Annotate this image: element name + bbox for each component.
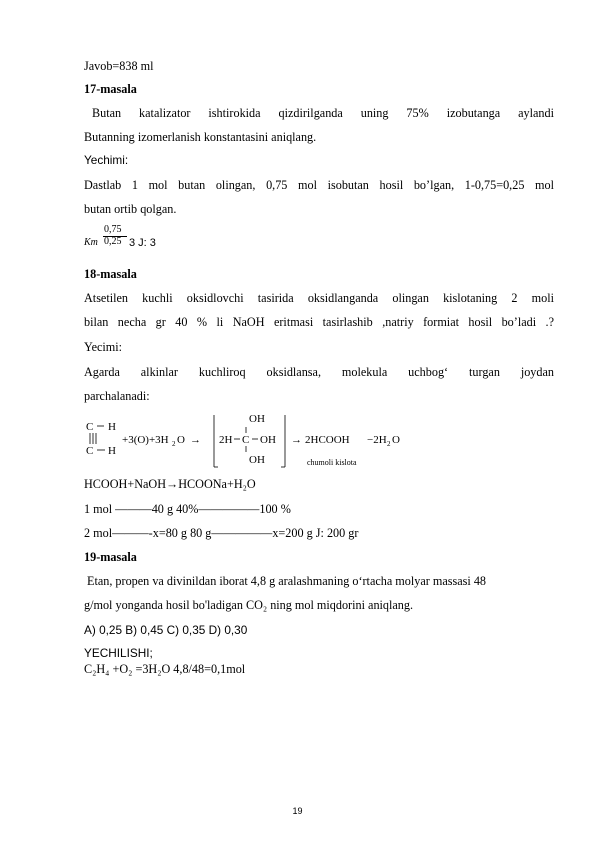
- km-label: Km: [84, 237, 98, 248]
- scheme-c-top: C: [86, 421, 94, 433]
- scheme-oh-top: OH: [249, 413, 265, 425]
- problem-18-heading: 18-masala: [84, 267, 137, 281]
- scheme-h-bottom: H: [108, 445, 116, 457]
- scheme-product: 2HCOOH: [305, 434, 350, 446]
- solution-18-text-line2: parchalanadi:: [84, 389, 150, 403]
- km-answer: 3 J: 3: [129, 237, 156, 249]
- problem-17-heading: 17-masala: [84, 82, 137, 96]
- scheme-h-top: H: [108, 421, 116, 433]
- scheme-reagents: +3(O)+3H: [122, 434, 169, 446]
- problem-19-text-line1: Etan, propen va divinildan iborat 4,8 g aralashmaning o‘rtacha molyar massasi 48: [87, 574, 487, 588]
- equilibrium-constant-formula: [84, 219, 554, 251]
- problem-17-text-line2: Butanning izomerlanish konstantasini aniqlang.: [84, 130, 317, 144]
- oxidation-reaction-scheme: [84, 410, 424, 472]
- scheme-arrow-2: →: [291, 434, 302, 446]
- problem-19-text-line2: g/mol yonganda hosil bo'ladigan CO₂ ning mol miqdorini aniqlang.: [84, 598, 414, 612]
- solution-text-line1: Dastlab 1 mol butan olingan, 0,75 mol isobutan hosil bo’lgan, 1-0,75=0,25 mol: [84, 178, 554, 192]
- solution-18-text-line1: Agarda alkinlar kuchliroq oksidlansa, molekula uchbog‘ turgan joydan: [84, 365, 554, 379]
- scheme-caption: chumoli kislota: [307, 458, 357, 467]
- proportion-line-2: 2 mol———-x=80 g 80 g—————x=200 g J: 200 gr: [84, 526, 359, 540]
- km-numerator: 0,75: [104, 224, 122, 235]
- combustion-equation: C₂H₄ +O₂ =3H₂O 4,8/48=0,1mol: [84, 662, 246, 676]
- scheme-water-o: O: [177, 434, 185, 446]
- neutralization-equation: HCOOH+NaOH→HCOONa+H₂O: [84, 477, 256, 491]
- scheme-minus-water: −2H: [367, 434, 387, 446]
- scheme-water-subscript: 2: [172, 440, 176, 448]
- answer-line: Javob=838 ml: [84, 59, 154, 73]
- scheme-water2-subscript: 2: [387, 440, 391, 448]
- km-denominator: 0,25: [104, 236, 122, 247]
- scheme-oh-mid: OH: [260, 434, 276, 446]
- scheme-c-bottom: C: [86, 445, 94, 457]
- solution-text-line2: butan ortib qolgan.: [84, 202, 177, 216]
- scheme-oh-bottom: OH: [249, 454, 265, 466]
- proportion-line-1: 1 mol ———40 g 40%—————100 %: [84, 502, 291, 516]
- solution-label: Yechimi:: [84, 153, 129, 167]
- solution-label-3: YECHILISHI;: [84, 646, 153, 660]
- answer-options: A) 0,25 B) 0,45 C) 0,35 D) 0,30: [84, 623, 248, 637]
- solution-label-2: Yecimi:: [84, 340, 123, 354]
- problem-18-text-line1: Atsetilen kuchli oksidlovchi tasirida oksidlanganda olingan kislotaning 2 moli: [84, 291, 554, 305]
- problem-17-text-line1: Butan katalizator ishtirokida qizdirilganda uning 75% izobutanga aylandi: [92, 106, 554, 120]
- problem-18-text-line2: bilan necha gr 40 % li NaOH eritmasi tasirlashib ,natriy formiat hosil bo’ladi .?: [84, 315, 554, 329]
- problem-19-heading: 19-masala: [84, 550, 137, 564]
- scheme-central-c: C: [242, 434, 250, 446]
- scheme-water2-o: O: [392, 434, 400, 446]
- scheme-2h: 2H: [219, 434, 233, 446]
- scheme-arrow-1: →: [190, 434, 201, 446]
- page-number: 19: [292, 806, 303, 816]
